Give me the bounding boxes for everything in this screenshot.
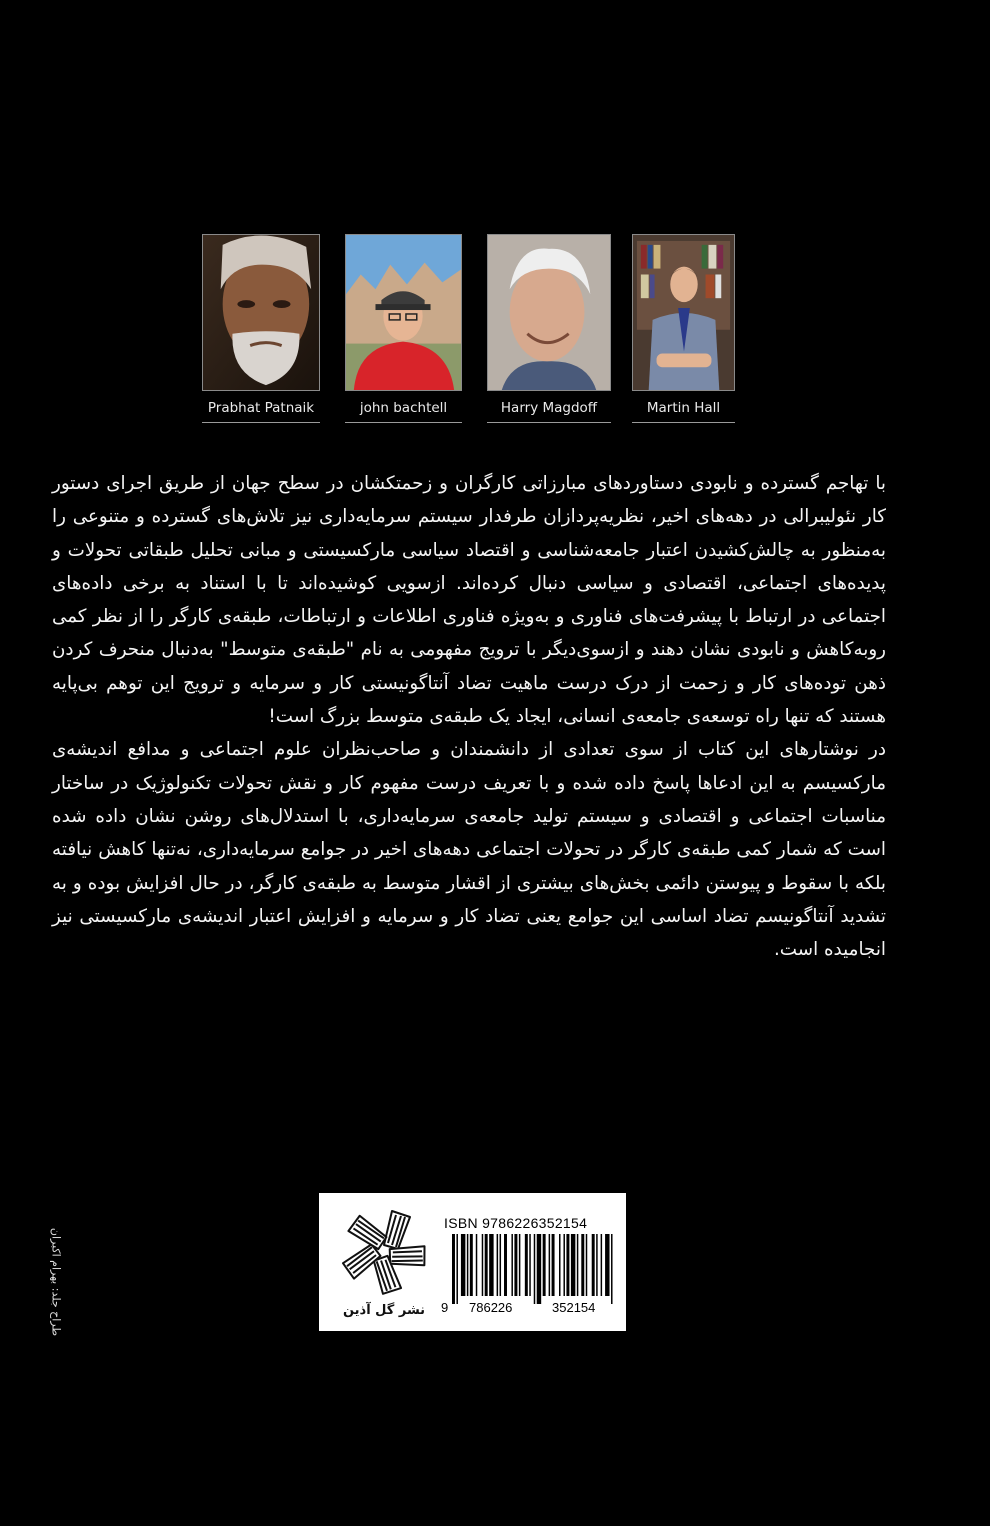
barcode-bar: [529, 1234, 530, 1296]
author-photo-patnaik: [202, 234, 320, 391]
barcode-bar: [596, 1234, 597, 1296]
barcode-bar: [456, 1234, 457, 1304]
barcode-bar: [537, 1234, 541, 1304]
barcode-bar: [485, 1234, 488, 1296]
barcode-bar: [525, 1234, 528, 1296]
barcode-bars: [452, 1234, 614, 1304]
barcode-bar: [592, 1234, 595, 1296]
isbn-barcode-box: [319, 1193, 626, 1331]
publisher-name: نشر گل آذین: [342, 1303, 426, 1318]
barcode-bar: [476, 1234, 477, 1296]
barcode-bar: [534, 1234, 535, 1304]
author-name-hall: Martin Hall: [632, 400, 735, 423]
cover-designer-text: طراح جلد: بهرام اکبران: [49, 1227, 63, 1337]
barcode-bar: [566, 1234, 569, 1296]
barcode-bar: [467, 1234, 468, 1296]
barcode-digit-left: 9: [441, 1300, 449, 1315]
barcode-bar: [461, 1234, 465, 1296]
barcode-bar: [514, 1234, 517, 1296]
barcode-bar: [552, 1234, 555, 1296]
author-name-bachtell: john bachtell: [345, 400, 462, 423]
isbn-label: ISBN 9786226352154: [444, 1215, 588, 1231]
barcode-bar: [511, 1234, 512, 1296]
barcode-bar: [497, 1234, 498, 1296]
barcode-bar: [581, 1234, 584, 1296]
barcode-bar: [586, 1234, 587, 1296]
barcode-bar: [482, 1234, 483, 1296]
barcode-digits-mid: 786226: [469, 1300, 513, 1315]
barcode-bar: [577, 1234, 578, 1296]
barcode-bar: [549, 1234, 550, 1296]
barcode-bar: [571, 1234, 575, 1296]
barcode: [452, 1234, 614, 1304]
book-flower-icon: [329, 1199, 439, 1299]
back-cover-text: [52, 467, 886, 966]
author-name-patnaik: Prabhat Patnaik: [202, 400, 320, 423]
barcode-bar: [504, 1234, 507, 1296]
barcode-digits-right: 352154: [552, 1300, 596, 1315]
publisher-logo: [329, 1199, 439, 1327]
author-photo-hall: [632, 234, 735, 391]
description-paragraph-2: در نوشتارهای این کتاب از سوی تعدادی از دانشمندان و صاحب‌نظران علوم اجتماعی و مدافع اندیشه‌ی مارکسیسم به این ادعاها پاسخ داده شده و با تعریف درست مفهوم کار و نقش تحولات تکنولوژیک در ساختار مناسبات اجتماعی و اقتصادی و سیستم تولید جامعه‌ی سرمایه‌داری، با استدلال‌های روشن نشان داده شده است که شمار کمی طبقه‌ی کارگر در تحولات اجتماعی دهه‌های اخیر در جوامع سرمایه‌داری، نه‌تنها کاهش نیافته بلکه با سقوط و پیوستن دائمی بخش‌های بیشتری از اقشار متوسط به طبقه‌ی کارگر، در حال افزایش بوده و به تشدید آنتاگونیسم تضاد اساسی این جوامع یعنی تضاد کار و سرمایه و افزایش اعتبار اندیشه‌ی مارکسیستی نیز انجامیده است.: [52, 739, 886, 961]
barcode-bar: [519, 1234, 520, 1296]
barcode-bar: [563, 1234, 564, 1296]
barcode-bar: [611, 1234, 612, 1304]
barcode-bar: [470, 1234, 473, 1296]
barcode-bar: [601, 1234, 602, 1296]
cover-designer-credit: [40, 1227, 72, 1337]
barcode-bar: [452, 1234, 455, 1304]
barcode-bar: [500, 1234, 501, 1296]
author-photo-magdoff: [487, 234, 611, 391]
author-portraits: [0, 0, 990, 440]
author-photo-bachtell: [345, 234, 462, 391]
barcode-bar: [559, 1234, 560, 1296]
barcode-bar: [543, 1234, 546, 1296]
description-paragraph-1: با تهاجم گسترده و نابودی دستاوردهای مبارزاتی کارگران و زحمتکشان در سطح جهان از طریق اجرای دستور کار نئولیبرالی در دهه‌های اخیر، نظریه‌پردازان طرفدار سیستم سرمایه‌داری نیز تلاش‌های گسترده و متنوعی را به‌منظور به چالش‌کشیدن اعتبار جامعه‌شناسی و اقتصاد سیاسی مارکسیستی و مبانی تحلیل طبقاتی تحولات و پدیده‌های اجتماعی، اقتصادی و سیاسی دنبال کرده‌اند. ازسویی کوشیده‌اند تا با استناد به برخی داده‌های اجتماعی در ارتباط با پیشرفت‌های فناوری و به‌ویژه فناوری اطلاعات و ارتباطات، طبقه‌ی کارگر را از نظر کمی روبه‌کاهش و نابودی نشان دهند و ازسوی‌دیگر با ترویج مفهومی به نام "طبقه‌ی متوسط" به‌دنبال منحرف کردن ذهن توده‌های کار و زحمت از درک درست ماهیت تضاد آنتاگونیستی کار و سرمایه و ترویج این توهم بی‌پایه هستند که تنها راه توسعه‌ی جامعه‌ی انسانی، ایجاد یک طبقه‌ی متوسط بزرگ است!: [52, 473, 886, 728]
author-name-magdoff: Harry Magdoff: [487, 400, 611, 423]
barcode-bar: [489, 1234, 493, 1296]
barcode-bar: [605, 1234, 609, 1296]
